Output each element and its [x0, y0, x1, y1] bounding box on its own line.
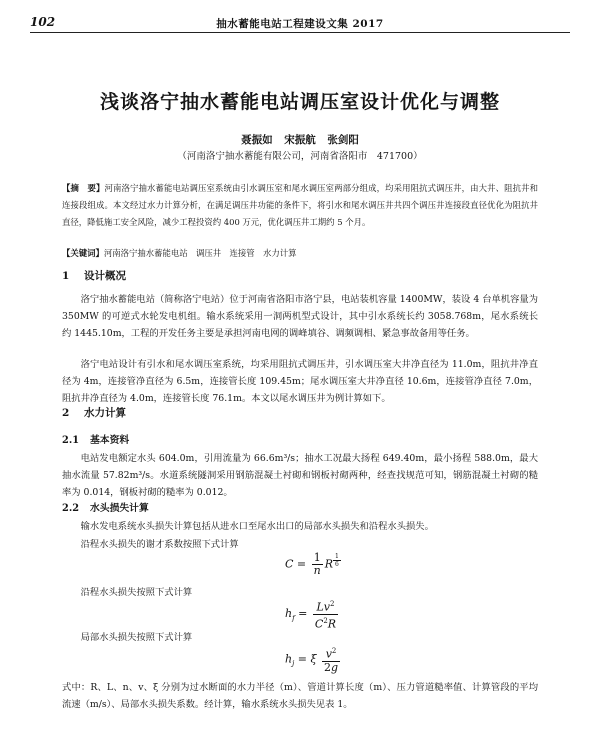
header-rule — [30, 32, 570, 33]
formula-intro: 沿程水头损失的谢才系数按照下式计算 — [80, 539, 239, 550]
author: 张剑阳 — [327, 134, 359, 146]
page-number: 102 — [30, 15, 56, 29]
section-title: 水力计算 — [84, 407, 126, 419]
section-number: 2 — [62, 407, 70, 419]
paragraph: 输水发电系统水头损失计算包括从进水口至尾水出口的局部水头损失和沿程水头损失。 — [80, 521, 434, 532]
keywords-text: 河南洛宁抽水蓄能电站 调压井 连接管 水力计算 — [103, 248, 297, 258]
keywords — [62, 247, 538, 259]
paragraph: 电站发电额定水头 604.0m，引用流量为 66.6m³/s；抽水工况最大扬程 649.40m，最小扬程 588.0m，最大抽水流量 57.82m³/s。水道系统隧洞采用钢筋混凝土衬砌和钢板衬砌两种，经查找规范可知，钢筋混凝土衬砌的糙率为 0.014，钢板衬砌的糙率为 0.012。 — [62, 453, 538, 498]
formula-intro: 沿程水头损失按照下式计算 — [80, 587, 193, 598]
local-loss-formula: $h_j = \xi$ $\frac{v^2}{2g}$ — [285, 647, 339, 674]
subsection-title: 水头损失计算 — [90, 503, 149, 514]
abstract-text: 河南洛宁抽水蓄能电站调压室系统由引水调压室和尾水调压室两部分组成，均采用阻抗式调压井，由大井、阻抗井和连接段组成。本文经过水力计算分析，在满足调压井功能的条件下，将引水和尾水调压井共四个调压井连接段直径优化为阻抗井直径，降低施工安全风险，减少工程投资约 400 万元，优化调压井工期约 5 个月。 — [62, 183, 539, 227]
subsection-number: 2.1 — [62, 435, 80, 446]
subsection-heading — [62, 500, 149, 514]
subsection-heading — [62, 432, 129, 446]
friction-loss-formula: $h_f$ = $\frac{Lv^2}{C^2R}$ — [285, 600, 337, 631]
abstract-label: 【摘 要】 — [62, 183, 105, 193]
fraction: $\frac{Lv^2}{C^2R}$ — [314, 600, 337, 631]
running-head: 抽水蓄能电站工程建设文集 2017 — [216, 18, 384, 30]
chezy-formula: C = $\frac{1}{n}$ R $^{\frac{1}{6}}$ — [285, 551, 339, 577]
fraction: $\frac{v^2}{2g}$ — [324, 647, 339, 674]
paragraph: 洛宁电站设计有引水和尾水调压室系统，均采用阻抗式调压井，引水调压室大井净直径为 11.0m，阻抗井净直径为 4m，连接管净直径为 6.5m，连接管长度 109.45m；尾水调压室大井净直径 10.6m，连接管净直径 7.0m，阻抗井净直径为 4.0m，连接管长度 76.1m。本文以尾水调压井为例计算如下。 — [62, 359, 538, 404]
section-title: 设计概况 — [84, 270, 126, 282]
abstract — [62, 180, 538, 231]
keywords-label: 【关键词】 — [62, 248, 104, 258]
section-heading — [62, 268, 126, 283]
formula-footnote: 式中：R、L、n、v、ξ 分别为过水断面的水力半径（m）、管道计算长度（m）、压力管道糙率值、计算管段的平均流速（m/s）、局部水头损失系数。经计算，输水系统水头损失见表 1。 — [62, 682, 538, 710]
formula-intro: 局部水头损失按照下式计算 — [80, 632, 193, 643]
paper-title: 浅谈洛宁抽水蓄能电站调压室设计优化与调整 — [99, 91, 500, 113]
subsection-number: 2.2 — [62, 503, 80, 514]
author: 聂振如 — [241, 134, 273, 146]
paragraph: 洛宁抽水蓄能电站（简称洛宁电站）位于河南省洛阳市洛宁县，电站装机容量 1400MW，装设 4 台单机容量为 350MW 的可逆式水轮发电机组。输水系统采用一洞两机型式设计，其中引水系统长约 3058.768m，尾水系统长约 1445.10m，工程的开发任务主要是承担河南电网的调峰填谷、调频调相、紧急事故备用等任务。 — [62, 294, 538, 339]
section-number: 1 — [62, 270, 70, 282]
affiliation: （河南洛宁抽水蓄能有限公司，河南省洛阳市 471700） — [177, 151, 423, 162]
page-header — [30, 15, 570, 31]
section-heading — [62, 405, 126, 420]
author: 宋振航 — [284, 134, 316, 146]
author-list — [0, 132, 600, 147]
fraction: $\frac{1}{n}$ — [313, 551, 321, 577]
subsection-title: 基本资料 — [90, 435, 130, 446]
